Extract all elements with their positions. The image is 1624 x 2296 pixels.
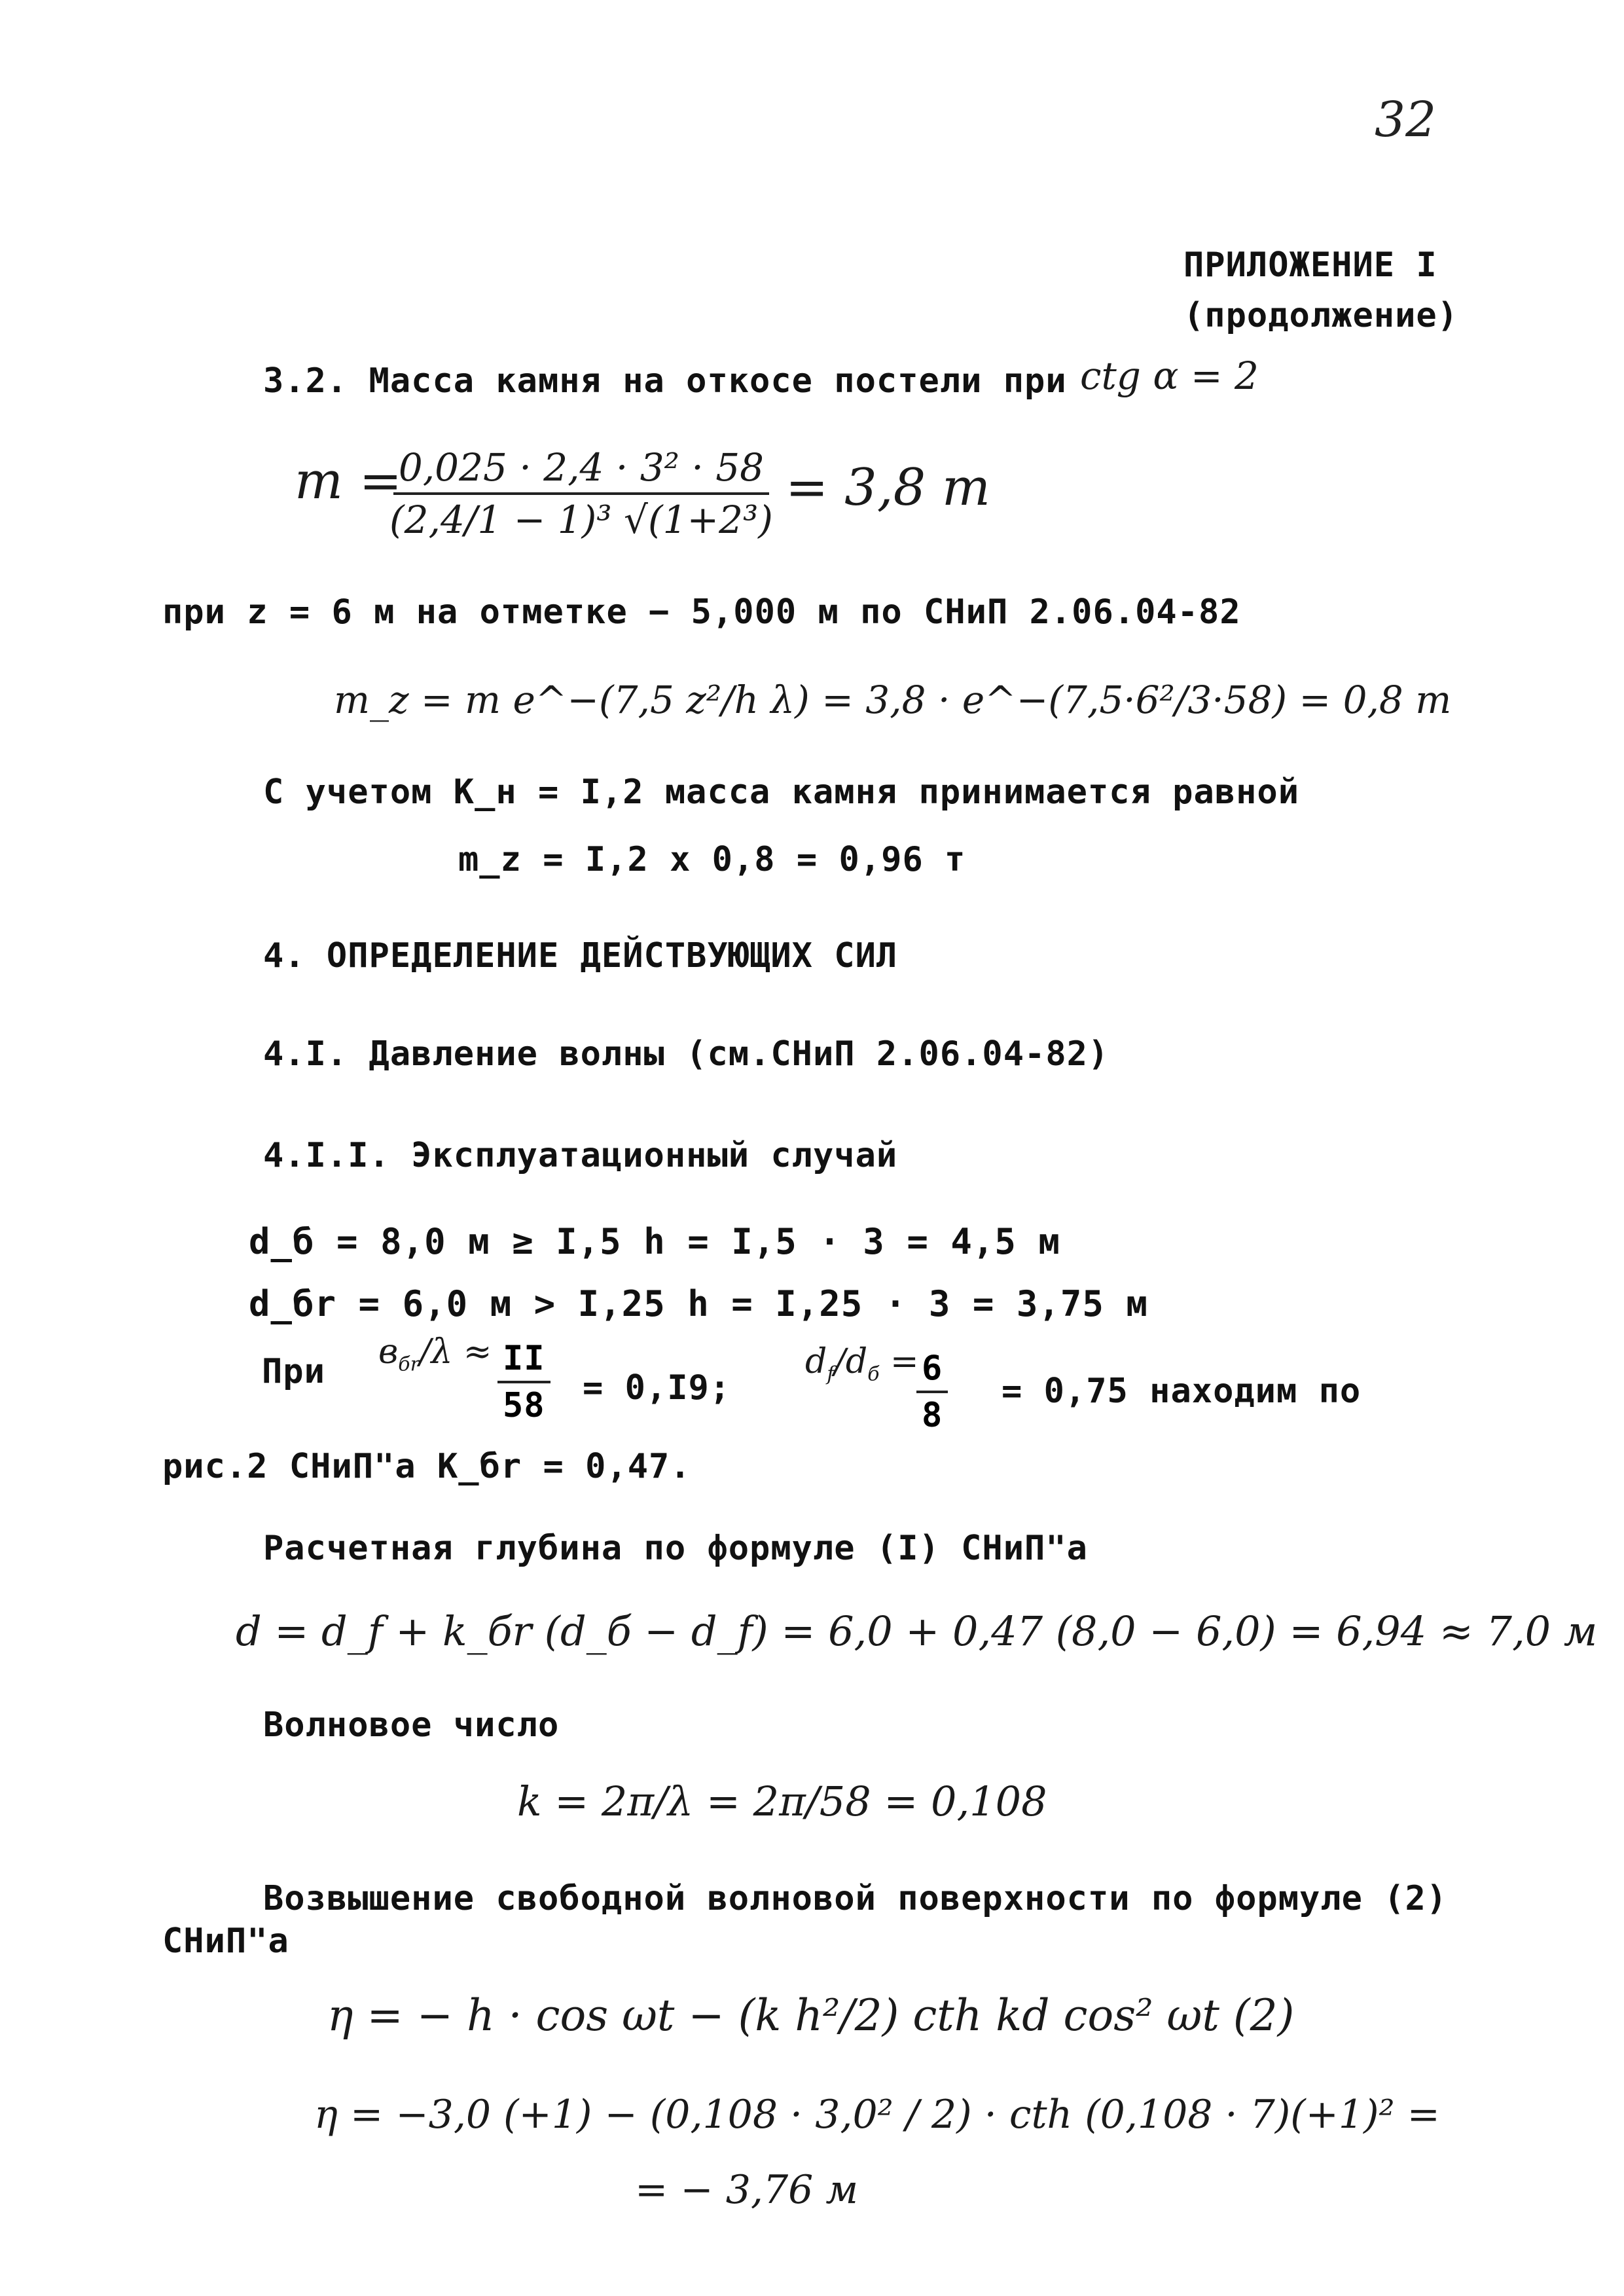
k-formula: k = 2π/λ = 2π/58 = 0,108 [517, 1777, 1047, 1825]
mz-final: m_z = I,2 x 0,8 = 0,96 т [458, 840, 966, 879]
mass-lhs: m = [295, 452, 403, 511]
wave-number-label: Волновое число [263, 1705, 560, 1745]
mz-formula: m_z = m e^−(7,5 z²/h λ) = 3,8 · e^−(7,5·6²/3·58) = 0,8 т [334, 678, 1452, 722]
section-4-title: 4. ОПРЕДЕЛЕНИЕ ДЕЙСТВУЮЩИХ СИЛ [263, 936, 898, 975]
depth-formula: d = d_f + k_бr (d_б − d_f) = 6,0 + 0,47 (8,0 − 6,0) = 6,94 ≈ 7,0 м [236, 1607, 1598, 1655]
kbr-line: рис.2 СНиП"а К_бr = 0,47. [162, 1447, 691, 1486]
db-line: d_б = 8,0 м ≥ I,5 h = I,5 · 3 = 4,5 м [249, 1221, 1060, 1262]
ratio1-numerator: II [497, 1339, 550, 1383]
section-4-1: 4.I. Давление волны (см.СНиП 2.06.04-82) [263, 1034, 1110, 1074]
ratio1-result: = 0,I9; [583, 1368, 731, 1408]
eta-formula: η = − h · cos ωt − (k h²/2) cth kd cos² ωt (2) [327, 1990, 1295, 2041]
elevation-text: Возвышение свободной волновой поверхности по формуле (2) [263, 1879, 1448, 1918]
eta-calculation: η = −3,0 (+1) − (0,108 · 3,0² / 2) · cth (0,108 · 7)(+1)² = [314, 2092, 1440, 2138]
mass-result: = 3,8 т [785, 458, 990, 517]
ratio2-result: = 0,75 находим по [1001, 1372, 1362, 1411]
mass-numerator: 0,025 · 2,4 · 3² · 58 [393, 445, 769, 495]
appendix-title: ПРИЛОЖЕНИЕ I [1183, 246, 1437, 285]
section-3-2-text: 3.2. Масса камня на откосе постели при [263, 361, 1067, 401]
ratio1-denominator: 58 [503, 1386, 545, 1425]
elevation-text-2: СНиП"а [162, 1922, 289, 1961]
ratio1-symbol: $в_{бr}/\lambda$ ≈ [378, 1332, 492, 1376]
appendix-continuation: (продолжение) [1183, 296, 1458, 335]
calc-depth-text: Расчетная глубина по формуле (I) СНиП"а [263, 1529, 1088, 1568]
pri-label: При [262, 1352, 325, 1391]
page-number: 32 [1375, 92, 1437, 148]
ratio2-numerator: 6 [916, 1349, 948, 1393]
mass-denominator: (2,4/1 − 1)³ √(1+2³) [389, 498, 773, 542]
depth-condition-line: при z = 6 м на отметке − 5,000 м по СНиП 2.06.04-82 [162, 592, 1241, 632]
ctg-condition: ctg α = 2 [1080, 354, 1259, 398]
ratio2-denominator: 8 [922, 1396, 943, 1435]
ratio1-fraction [497, 1339, 550, 1425]
ratio2-symbol: $d_f/d_б$ = [805, 1342, 919, 1386]
mass-fraction [389, 445, 773, 542]
section-4-1-1: 4.I.I. Эксплуатационный случай [263, 1136, 898, 1175]
ratio2-fraction [916, 1349, 948, 1435]
kn-text: С учетом К_н = I,2 масса камня принимается равной [263, 773, 1300, 812]
eta-result: = − 3,76 м [635, 2167, 859, 2213]
dbr-line: d_бr = 6,0 м > I,25 h = I,25 · 3 = 3,75 м [249, 1283, 1148, 1324]
